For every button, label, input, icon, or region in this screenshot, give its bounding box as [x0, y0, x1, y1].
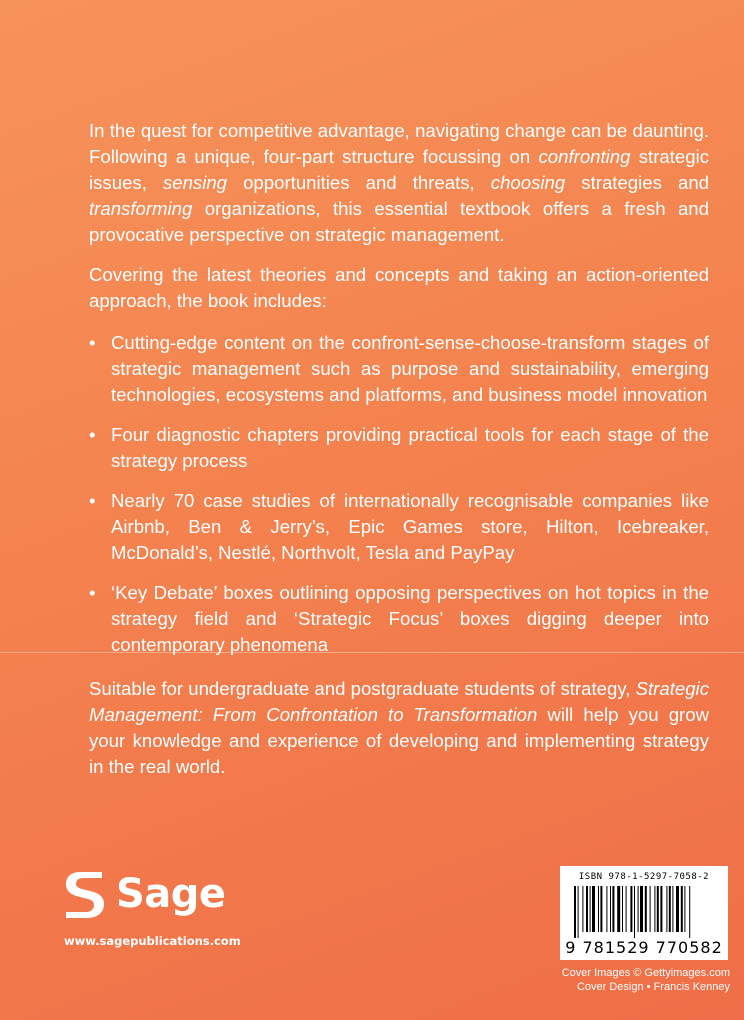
barcode-bar: [606, 886, 607, 932]
section-divider: [0, 652, 744, 653]
feature-bullet: [89, 330, 709, 408]
bullet-dot-icon: •: [89, 424, 96, 445]
feature-bullet: [89, 580, 709, 658]
intro-paragraph: [89, 118, 709, 248]
sage-logo: [62, 868, 226, 920]
feature-bullet-text: Four diagnostic chapters providing practical tools for each stage of the strategy process: [111, 424, 709, 471]
isbn-number: 9 781529 770582: [565, 938, 723, 957]
feature-bullet: [89, 422, 709, 474]
feature-bullet-text: Cutting-edge content on the confront-sense-choose-transform stages of strategic management such as purpose and sustainability, emerging technologies, ecosystems and platforms, and business model innovation: [111, 332, 709, 405]
barcode-bar: [617, 886, 620, 932]
barcode-bar: [672, 886, 673, 932]
closing-segment: will help you grow your knowledge and experience of developing and implementing strategy in the real world.: [89, 704, 709, 777]
feature-bullet: [89, 488, 709, 566]
intro-segment: In the quest for competitive advantage, navigating change can be daunting. Following a unique, four-part structure focussing on: [89, 120, 709, 167]
barcode-bar: [654, 886, 655, 932]
barcode-bar: [582, 886, 583, 932]
publisher-website[interactable]: www.sagepublications.com: [64, 934, 241, 948]
barcode-bar: [612, 886, 614, 932]
cover-images-credit: Cover Images © Gettyimages.com: [561, 967, 730, 979]
sage-wordmark: Sage: [116, 871, 226, 917]
covering-paragraph: Covering the latest theories and concepts and taking an action-oriented approach, the book includes:: [89, 264, 709, 311]
closing-segment: Strategic Management: From Confrontation to Transformation: [89, 678, 709, 725]
isbn-label: ISBN 978-1-5297-7058-2: [578, 872, 710, 882]
feature-list: [89, 330, 709, 658]
cover-credits: [562, 966, 730, 994]
intro-segment: strategic issues,: [89, 146, 710, 193]
barcode-bar: [574, 886, 576, 938]
barcode-bar: [645, 886, 647, 932]
barcode-bar: [657, 886, 659, 932]
barcode-bar: [578, 886, 579, 938]
isbn-barcode: [560, 866, 728, 960]
intro-segment: sensing: [162, 172, 228, 193]
intro-segment: confronting: [538, 146, 631, 167]
barcode-bar: [669, 886, 671, 932]
cover-design-credit: Cover Design • Francis Kenney: [576, 981, 730, 993]
barcode-bar: [590, 886, 591, 932]
closing-paragraph: [89, 676, 709, 780]
barcode-bar: [676, 886, 679, 932]
barcode-bars: [572, 886, 722, 938]
intro-segment: opportunities and threats,: [227, 172, 491, 193]
barcode-bar: [681, 886, 683, 932]
barcode-bar: [660, 886, 662, 932]
intro-segment: strategies and: [565, 172, 709, 193]
barcode-bar: [640, 886, 643, 932]
intro-segment: transforming: [89, 198, 193, 219]
closing-segment: Suitable for undergraduate and postgraduate students of strategy,: [89, 678, 636, 699]
sage-s-icon: [62, 868, 106, 920]
barcode-bar: [689, 886, 690, 938]
barcode-bar: [650, 886, 651, 932]
barcode-bar: [634, 886, 635, 938]
bullet-dot-icon: •: [89, 490, 96, 511]
barcode-bar: [666, 886, 667, 932]
barcode-bar: [622, 886, 623, 932]
barcode-bar: [586, 886, 588, 932]
intro-segment: organizations, this essential textbook offers a fresh and provocative perspective on strategic management.: [89, 198, 709, 245]
barcode-bar: [684, 886, 685, 932]
barcode-bar: [592, 886, 595, 932]
intro-segment: choosing: [490, 172, 566, 193]
barcode-bar: [598, 886, 599, 932]
barcode-bar: [630, 886, 632, 932]
barcode-bar: [600, 886, 602, 932]
bullet-dot-icon: •: [89, 582, 96, 603]
feature-bullet-text: Nearly 70 case studies of internationally recognisable companies like Airbnb, Ben & Jerry’s, Epic Games store, Hilton, Icebreaker, McDonald’s, Nestlé, Northvolt, Tesla and PayPay: [111, 490, 709, 563]
blurb: [89, 118, 709, 672]
barcode-bar: [610, 886, 611, 932]
barcode-bar: [638, 886, 639, 932]
feature-bullet-text: ‘Key Debate’ boxes outlining opposing perspectives on hot topics in the strategy field and ‘Strategic Focus’ boxes digging deeper into contemporary phenomena: [111, 582, 709, 655]
bullet-dot-icon: •: [89, 332, 96, 353]
barcode-bar: [626, 886, 627, 932]
